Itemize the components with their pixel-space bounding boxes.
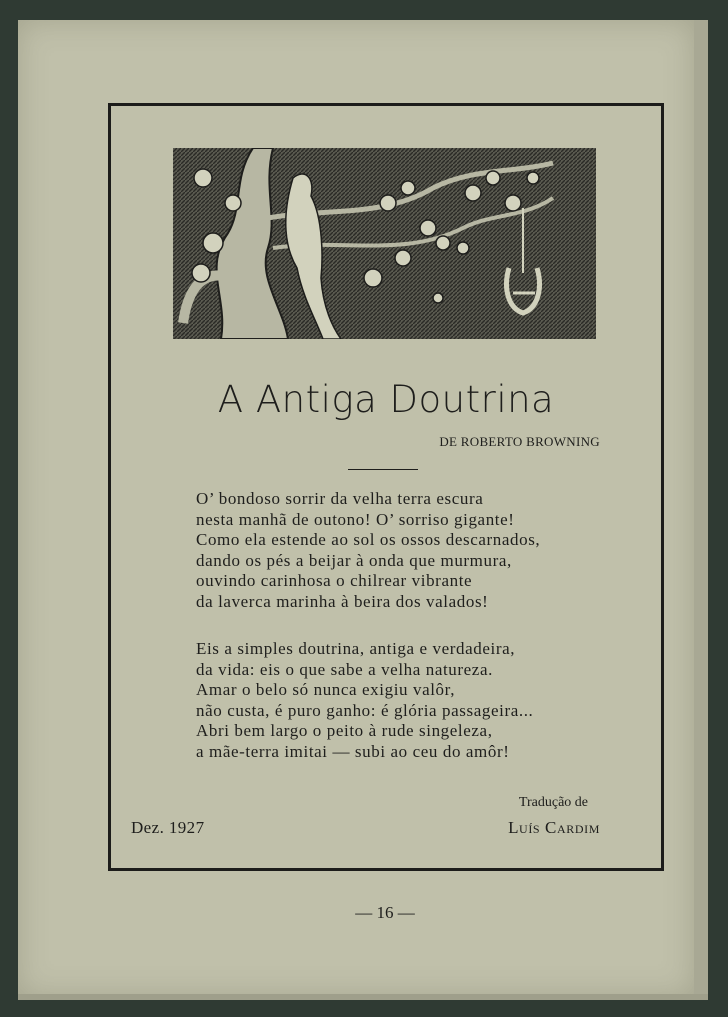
verse-line: não custa, é puro ganho: é glória passageira... xyxy=(196,700,534,720)
translation-label: Tradução de xyxy=(518,795,588,810)
verse-line: Eis a simples doutrina, antiga e verdadeira, xyxy=(196,639,516,658)
poem-title: A Antiga Doutrina xyxy=(217,378,555,421)
verse-line: nesta manhã de outono! O’ sorriso gigante! xyxy=(196,509,515,529)
woodcut-vignette xyxy=(173,148,596,339)
verse-line: Amar o belo só nunca exigiu valôr, xyxy=(196,680,456,699)
stanza-2 xyxy=(196,639,616,762)
verse-line: Como ela estende ao sol os ossos descarnados, xyxy=(196,530,541,549)
verse-line: da vida: eis o que sabe a velha natureza. xyxy=(196,659,493,679)
page-edge xyxy=(694,20,708,997)
page-number: — 16 — xyxy=(355,903,415,922)
date: Dez. 1927 xyxy=(131,818,205,837)
page-edge-bottom xyxy=(18,994,708,1000)
translator-name: Luís Cardim xyxy=(508,818,600,837)
verse-line: Abri bem largo o peito à rude singeleza, xyxy=(196,721,493,740)
author-byline: DE ROBERTO BROWNING xyxy=(439,434,600,449)
verse-line: a mãe-terra imitai — subi ao ceu do amôr! xyxy=(196,741,510,761)
verse-line: dando os pés a beijar à onda que murmura, xyxy=(196,550,512,570)
title-divider xyxy=(348,469,418,470)
stanza-1 xyxy=(196,489,616,612)
verse-line: da laverca marinha à beira dos valados! xyxy=(196,591,489,611)
verse-line: O’ bondoso sorrir da velha terra escura xyxy=(196,489,484,508)
verse-line: ouvindo carinhosa o chilrear vibrante xyxy=(196,571,473,590)
